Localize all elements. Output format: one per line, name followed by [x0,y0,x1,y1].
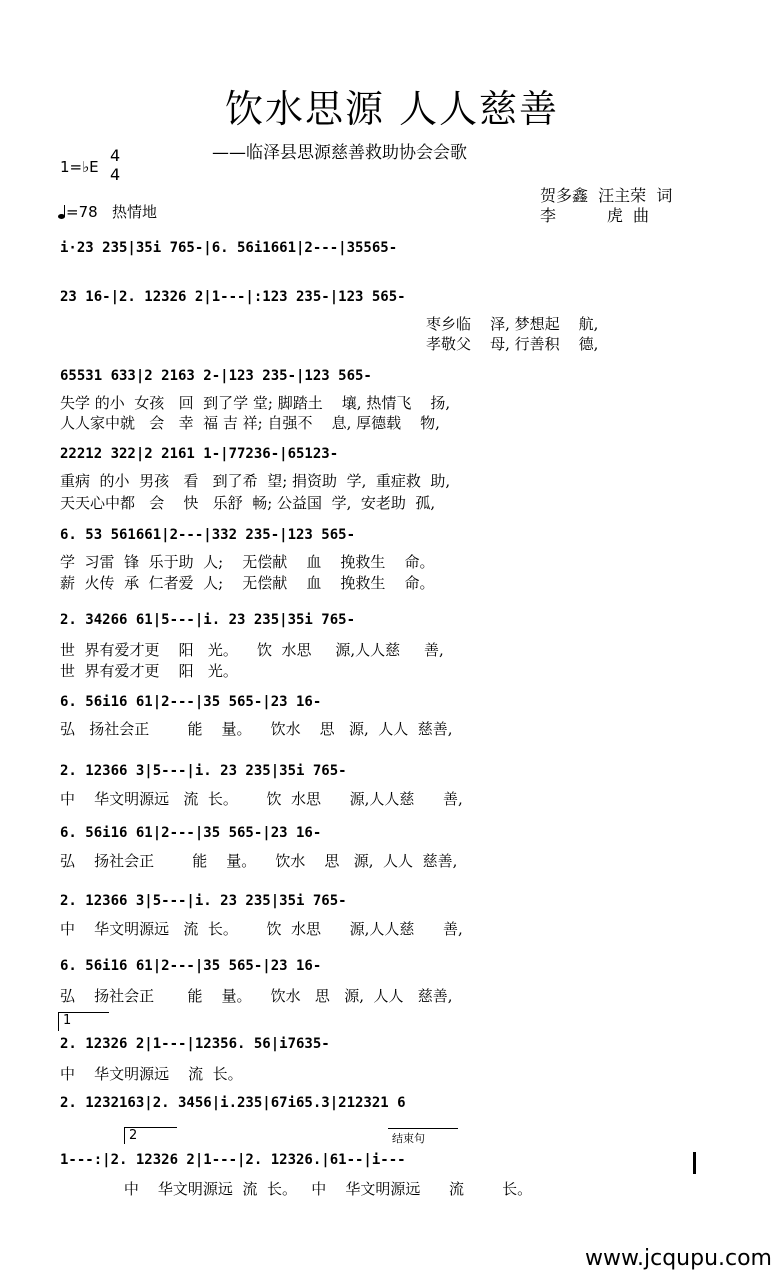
score-row-12: 2. 12326 2|1---|12356. 56|i7635- [60,1036,330,1052]
song-subtitle: ——临泽县思源慈善救助协会会歌 [212,143,467,163]
lyric-row-3-verse-2: 人人家中就 会 幸 福 吉 祥; 自强不 息, 厚德载 物, [60,414,440,432]
second-ending-bracket: 2 [124,1127,177,1144]
lyric-row-5-verse-2: 薪 火传 承 仁者爱 人; 无偿献 血 挽救生 命。 [60,574,435,592]
score-row-7: 6. 56i16 61|2---|35 565-|23 16- [60,694,322,710]
lyric-row-5-verse-1: 学 习雷 锋 乐于助 人; 无偿献 血 挽救生 命。 [60,553,435,571]
lyric-row-14: 中 华文明源远 流 长。 中 华文明源远 流 长。 [100,1180,533,1198]
score-row-3: 65531 633|2 2163 2-|123 235-|123 565- [60,368,372,384]
lyric-row-7: 弘 扬社会正 能 量。 饮水 思 源, 人人 慈善, [60,720,453,738]
score-row-8: 2. 12366 3|5---|i. 23 235|35i 765- [60,763,347,779]
score-row-10: 2. 12366 3|5---|i. 23 235|35i 765- [60,893,347,909]
tempo-value: =78 [66,203,98,221]
score-row-6: 2. 34266 61|5---|i. 23 235|35i 765- [60,612,356,628]
lyric-row-12: 中 华文明源远 流 长。 [60,1065,243,1083]
score-row-2: 23 16-|2. 12326 2|1---|:123 235-|123 565- [60,289,406,305]
ending-bracket-line [388,1128,458,1129]
score-row-5: 6. 53 561661|2---|332 235-|123 565- [60,527,356,543]
lyric-row-3-verse-1: 失学 的小 女孩 回 到了学 堂; 脚踏土 壤, 热情飞 扬, [60,394,451,412]
lyric-row-4-verse-1: 重病 的小 男孩 看 到了希 望; 捐资助 学, 重症救 助, [60,472,451,490]
lyric-row-8: 中 华文明源远 流 长。 饮 水思 源,人人慈 善, [60,790,463,808]
lyric-row-2-verse-2: 孝敬父 母, 行善积 德, [426,335,599,353]
time-signature [110,146,120,184]
lyric-row-11: 弘 扬社会正 能 量。 饮水 思 源, 人人 慈善, [60,987,453,1005]
score-row-1: i·23 235|35i 765-|6. 56i1661|2---|35565- [60,240,398,256]
score-row-9: 6. 56i16 61|2---|35 565-|23 16- [60,825,322,841]
lyricist-credit: 贺多鑫 汪主荣 词 [540,186,673,205]
lyric-row-2-verse-1: 枣乡临 泽, 梦想起 航, [426,315,599,333]
time-signature-top: 4 [110,146,121,165]
score-row-14: 1---:|2. 12326 2|1---|2. 12326.|61--|i--- [60,1152,406,1168]
score-row-11: 6. 56i16 61|2---|35 565-|23 16- [60,958,322,974]
quarter-note-icon [58,205,66,219]
final-barline [693,1152,696,1174]
composer-credit: 李 虎 曲 [540,206,650,225]
tempo-marking [58,201,157,222]
first-ending-bracket: 1 [58,1012,109,1031]
key-signature: 1=♭E [60,158,99,176]
score-row-13: 2. 1232163|2. 3456|i.235|67i65.3|212321 6 [60,1095,406,1111]
score-row-4: 22212 322|2 2161 1-|77236-|65123- [60,446,339,462]
lyric-row-9: 弘 扬社会正 能 量。 饮水 思 源, 人人 慈善, [60,852,458,870]
time-signature-bottom: 4 [110,165,121,184]
tempo-mood: 热情地 [111,203,157,221]
lyric-row-6-verse-1: 世 界有爱才更 阳 光。 饮 水思 源,人人慈 善, [60,641,444,659]
song-title: 饮水思源 人人慈善 [224,87,560,131]
ending-label: 结束句 [392,1132,425,1145]
site-watermark: www.jcqupu.com [585,1246,772,1271]
lyric-row-6-verse-2: 世 界有爱才更 阳 光。 [60,662,238,680]
lyric-row-4-verse-2: 天天心中都 会 快 乐舒 畅; 公益国 学, 安老助 孤, [60,494,436,512]
lyric-row-10: 中 华文明源远 流 长。 饮 水思 源,人人慈 善, [60,920,463,938]
